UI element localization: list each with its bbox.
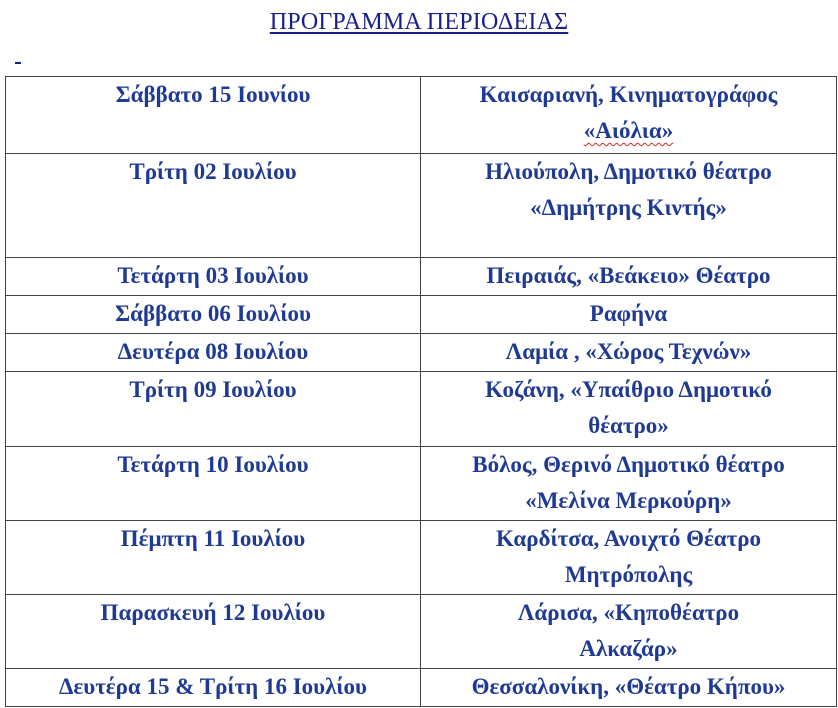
table-row [6,669,837,707]
date-cell: Τετάρτη 03 Ιουλίου [6,258,421,296]
venue-cell [421,372,837,447]
venue-cell [421,669,837,707]
venue-cell [421,258,837,296]
venue-line: Λάρισα, «Κηποθέατρο [517,600,740,625]
venue-line: Πειραιάς, «Βεάκειο» Θέατρο [486,263,771,288]
venue-line: Καρδίτσα, Ανοιχτό Θέατρο [495,526,762,551]
venue-line: «Δημήτρης Κιντής» [530,195,727,220]
venue-line: Βόλος, Θερινό Δημοτικό θέατρο [472,452,785,477]
table-row [6,77,837,154]
venue-line [425,113,832,149]
date-cell: Δευτέρα 08 Ιουλίου [6,334,421,372]
venue-cell [421,296,837,334]
venue-cell [421,521,837,595]
venue-cell [421,154,837,258]
date-cell: Σάββατο 15 Ιουνίου [6,77,421,154]
date-cell: Τρίτη 09 Ιουλίου [6,372,421,447]
date-cell: Τετάρτη 10 Ιουλίου [6,447,421,521]
page-title: ΠΡΟΓΡΑΜΜΑ ΠΕΡΙΟΔΕΙΑΣ [269,9,569,35]
venue-line: Ραφήνα [589,301,668,326]
venue-cell [421,595,837,669]
venue-cell [421,77,837,154]
venue-line: Μητρόπολης [564,562,693,587]
table-row [6,296,837,334]
venue-cell [421,334,837,372]
date-cell: Τρίτη 02 Ιουλίου [6,154,421,258]
paragraph-dash-mark [15,62,21,64]
venue-cell [421,447,837,521]
venue-line: Λαμία , «Χώρος Τεχνών» [505,339,752,364]
tour-schedule-table [5,76,837,707]
venue-line: Αλκαζάρ» [579,636,678,661]
table-row [6,334,837,372]
table-row [6,447,837,521]
table-row [6,258,837,296]
date-cell: Σάββατο 06 Ιουλίου [6,296,421,334]
table-row [6,372,837,447]
venue-line: Ηλιούπολη, Δημοτικό θέατρο [485,159,772,184]
venue-line: Κοζάνη, «Υπαίθριο Δημοτικό [485,377,772,402]
table-row [6,154,837,258]
table-row [6,521,837,595]
spellcheck-text: «Αιόλια» [583,118,674,143]
venue-line: «Μελίνα Μερκούρη» [525,488,732,513]
date-cell: Δευτέρα 15 & Τρίτη 16 Ιουλίου [6,669,421,707]
date-cell: Πέμπτη 11 Ιουλίου [6,521,421,595]
table-row [6,595,837,669]
venue-line: Καισαριανή, Κινηματογράφος [479,82,778,107]
venue-line: Θεσσαλονίκη, «Θέατρο Κήπου» [471,674,786,699]
date-cell: Παρασκευή 12 Ιουλίου [6,595,421,669]
venue-line: θέατρο» [588,413,669,438]
